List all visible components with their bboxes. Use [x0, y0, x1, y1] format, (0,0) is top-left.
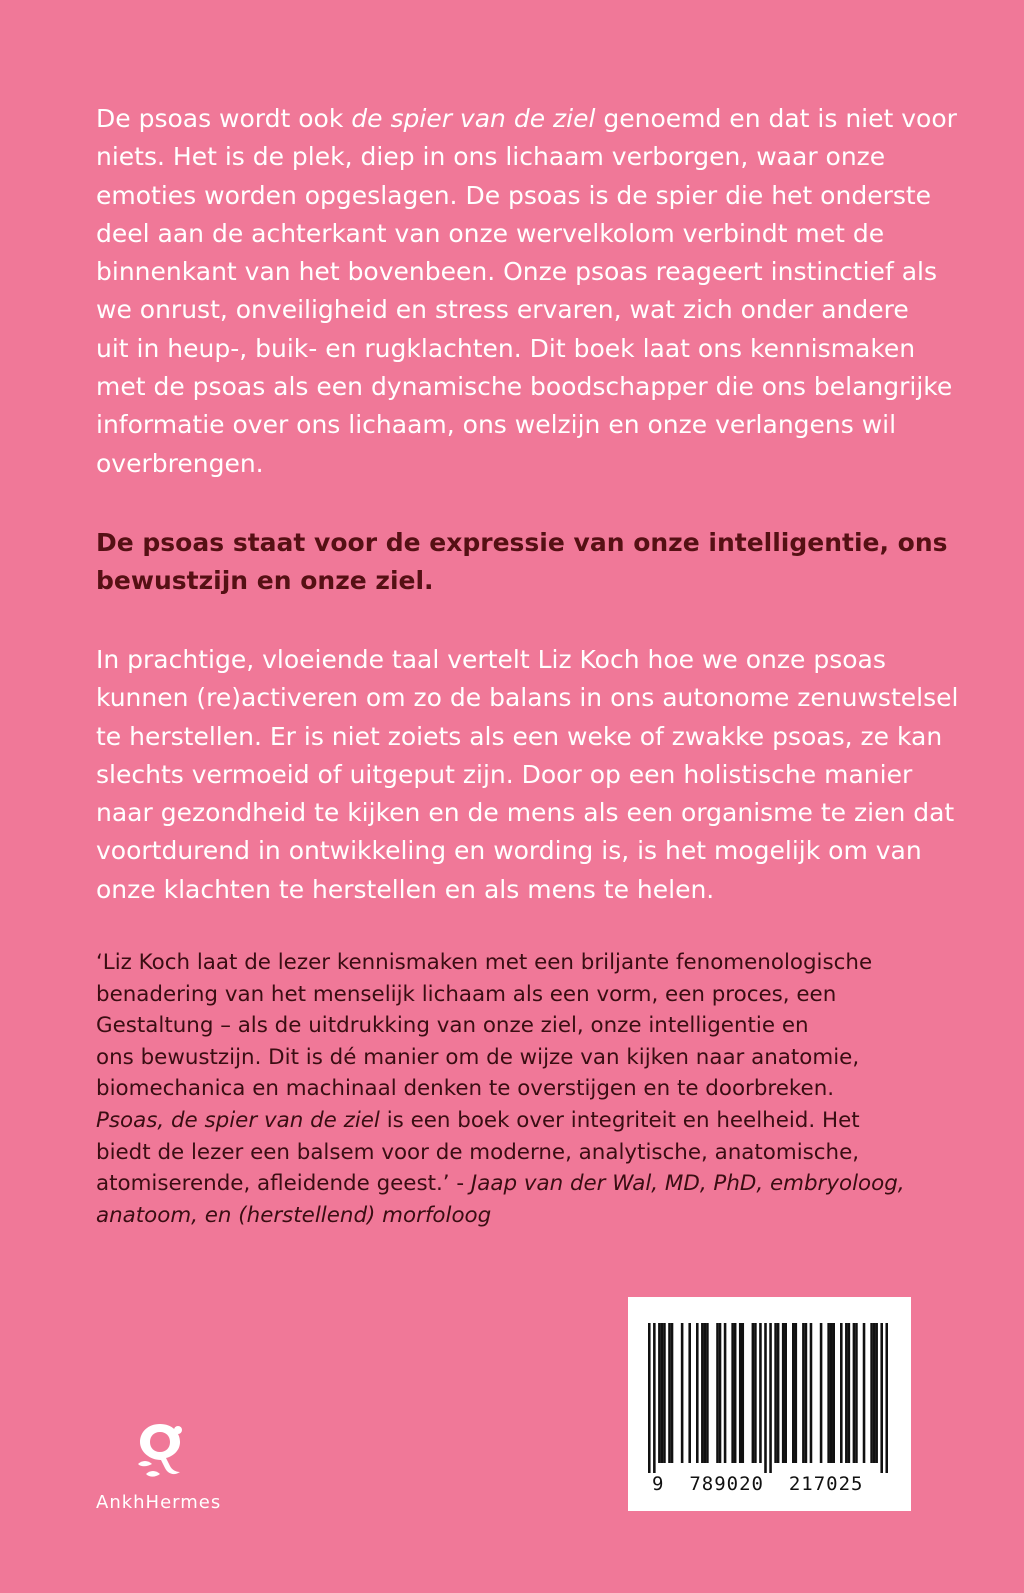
lead-line: overbrengen. — [96, 448, 264, 478]
publisher-logo — [96, 1420, 226, 1520]
lead-line: uit in heup-, buik- en rugklachten. Dit boek laat ons kennismaken — [96, 333, 916, 363]
barcode-bar — [764, 1323, 767, 1473]
barcode-bars — [648, 1323, 888, 1473]
barcode-bar — [724, 1323, 727, 1463]
barcode-bar — [739, 1323, 742, 1463]
barcode-bar — [845, 1323, 848, 1463]
lead-paragraph — [96, 100, 957, 483]
barcode-bar — [716, 1323, 719, 1463]
barcode-bar — [658, 1323, 661, 1463]
intro-line: In prachtige, vloeiende taal vertelt Liz Koch hoe we onze psoas — [96, 645, 886, 674]
barcode-bar — [782, 1323, 785, 1463]
barcode-bar — [875, 1323, 878, 1463]
intro-line: voortdurend in ontwikkeling en wording is, is het mogelijk om van — [96, 836, 922, 866]
barcode-bar — [840, 1323, 843, 1463]
quote-line — [96, 1168, 931, 1200]
lead-line-before: De psoas wordt ook — [96, 104, 352, 133]
barcode-bar — [663, 1323, 666, 1463]
barcode-bar — [870, 1323, 873, 1463]
barcode-bar — [648, 1323, 651, 1473]
intro-line: kunnen (re)activeren om zo de balans in ons autonome zenuwstelsel — [96, 683, 959, 713]
barcode-bar — [653, 1323, 656, 1473]
barcode-bar — [802, 1323, 805, 1463]
barcode-bar — [759, 1323, 762, 1463]
lead-line: deel aan de achterkant van onze wervelkolom verbindt met de — [96, 218, 885, 248]
highlight-line: bewustzijn en onze ziel. — [96, 566, 434, 595]
barcode-bar — [784, 1323, 787, 1463]
intro-line: slechts vermoeid of uitgeput zijn. Door op een holistische manier — [96, 759, 913, 789]
quote-line-italic: Psoas, de spier van de ziel — [96, 1107, 380, 1133]
ankhhermes-logo-icon — [132, 1420, 188, 1484]
barcode-bar — [719, 1323, 722, 1463]
barcode-bar — [774, 1323, 777, 1463]
barcode-bar — [848, 1323, 851, 1463]
quote-line — [96, 1200, 931, 1232]
lead-line: binnenkant van het bovenbeen. Onze psoas reageert instinctief als — [96, 257, 937, 287]
barcode-bar — [688, 1323, 691, 1463]
quote-line — [96, 1105, 931, 1137]
barcode-bar — [752, 1323, 755, 1463]
lead-line-after: genoemd en dat is niet voor — [595, 104, 957, 133]
highlight-statement — [96, 524, 948, 600]
barcode-bar — [820, 1323, 823, 1463]
barcode-bar — [741, 1323, 744, 1463]
lead-line: we onrust, onveiligheid en stress ervaren, wat zich onder andere — [96, 295, 909, 325]
highlight-line: De psoas staat voor de expressie van onze intelligentie, ons — [96, 528, 948, 557]
barcode-bar — [706, 1323, 709, 1463]
intro-line: onze klachten te herstellen en als mens te helen. — [96, 874, 715, 904]
barcode-bar — [661, 1323, 664, 1463]
quote-line: benadering van het menselijk lichaam als een vorm, een proces, een — [96, 981, 837, 1007]
barcode-bar — [704, 1323, 707, 1463]
barcode-bar — [777, 1323, 780, 1463]
lead-line: met de psoas als een dynamische boodschapper die ons belangrijke — [96, 372, 953, 402]
lead-line: emoties worden opgeslagen. De psoas is de spier die het onderste — [96, 180, 932, 210]
barcode-bar — [795, 1323, 798, 1463]
barcode-bar — [873, 1323, 876, 1463]
isbn-barcode — [628, 1297, 911, 1511]
quote-line: ons bewustzijn. Dit is dé manier om de wijze van kijken naar anatomie, — [96, 1044, 860, 1070]
endorsement-quote — [96, 947, 931, 1231]
barcode-bar — [880, 1323, 883, 1473]
barcode-bar — [863, 1323, 866, 1463]
lead-line — [96, 100, 957, 138]
quote-line: biedt de lezer een balsem voor de moderne, analytische, anatomische, — [96, 1139, 860, 1165]
barcode-bar — [701, 1323, 704, 1463]
barcode-bar — [830, 1323, 833, 1463]
barcode-bar — [731, 1323, 734, 1463]
intro-paragraph — [96, 641, 959, 909]
quote-line: biomechanica en machinaal denken te overstijgen en te doorbreken. — [96, 1076, 835, 1102]
quote-line-after: is een boek over integriteit en heelheid. Het — [379, 1107, 860, 1133]
barcode-bar — [769, 1323, 772, 1473]
lead-line: niets. Het is de plek, diep in ons lichaam verborgen, waar onze — [96, 142, 886, 172]
lead-line: informatie over ons lichaam, ons welzijn en onze verlangens wil — [96, 410, 897, 440]
publisher-name: AnkhHermes — [96, 1492, 222, 1513]
quote-line-italic: Jaap van der Wal, MD, PhD, embryoloog, — [470, 1171, 905, 1197]
barcode-bar — [754, 1323, 757, 1463]
barcode-bar — [855, 1323, 858, 1463]
barcode-bar — [885, 1323, 888, 1473]
quote-line-before: atomiserende, afleidende geest.’ - — [96, 1171, 471, 1197]
quote-line: ‘Liz Koch laat de lezer kennismaken met een briljante fenomenologische — [96, 950, 873, 975]
barcode-bar — [681, 1323, 684, 1463]
lead-line-italic: de spier van de ziel — [351, 104, 596, 133]
quote-line-italic: anatoom, en (herstellend) morfoloog — [96, 1202, 492, 1228]
barcode-bar — [792, 1323, 795, 1463]
barcode-bar — [734, 1323, 737, 1463]
barcode-bar — [668, 1323, 671, 1463]
barcode-bar — [671, 1323, 674, 1463]
intro-line: te herstellen. Er is niet zoiets als een weke of zwakke psoas, ze kan — [96, 721, 943, 751]
quote-line: Gestaltung – als de uitdrukking van onze ziel, onze intelligentie en — [96, 1013, 809, 1039]
barcode-bar — [805, 1323, 808, 1463]
barcode-bar — [696, 1323, 699, 1463]
barcode-bar — [827, 1323, 830, 1463]
barcode-bar — [810, 1323, 813, 1463]
barcode-bar — [832, 1323, 835, 1463]
intro-line: naar gezondheid te kijken en de mens als een organisme te zien dat — [96, 798, 955, 828]
isbn-number: 9 789020 217025 — [652, 1473, 864, 1495]
barcode-bar — [853, 1323, 856, 1463]
